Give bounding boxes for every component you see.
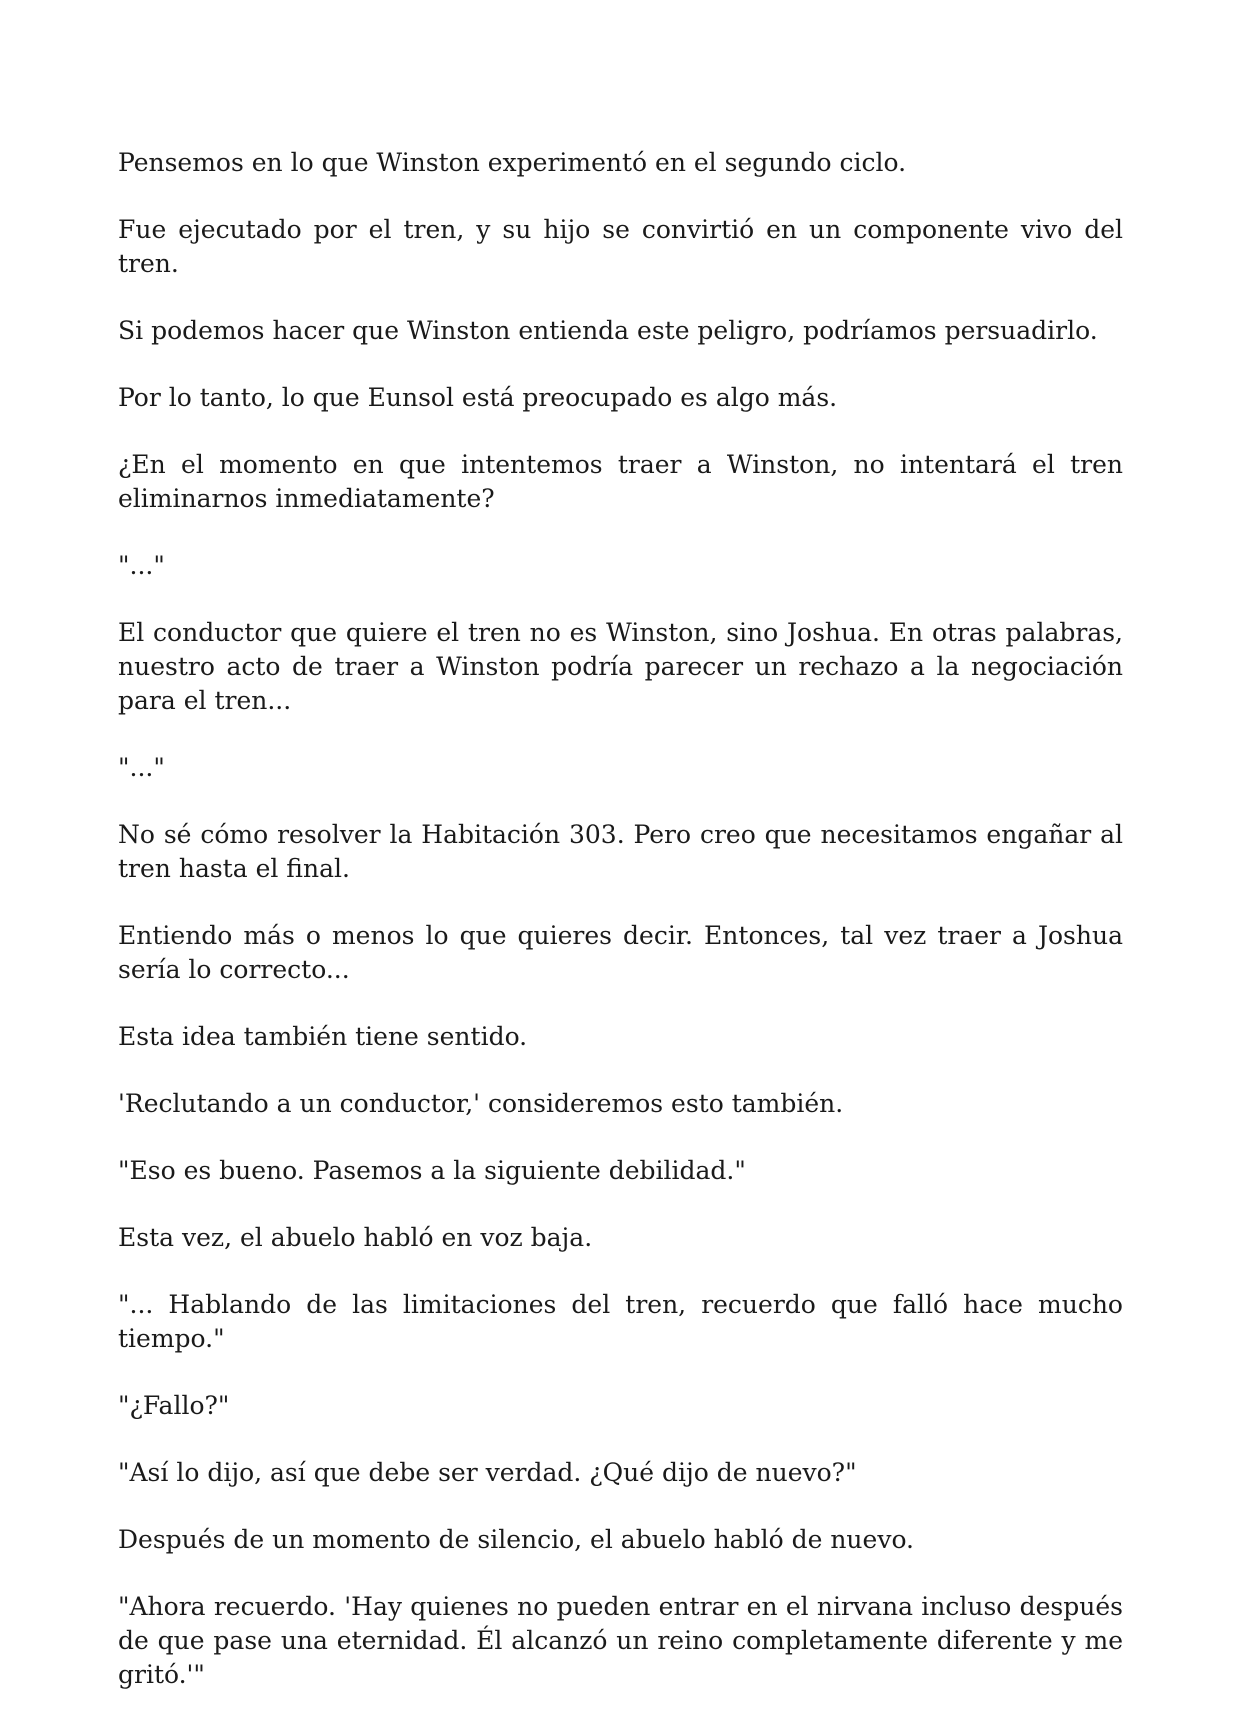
paragraph: "... Hablando de las limitaciones del tren, recuerdo que falló hace mucho tiempo." — [118, 1290, 1123, 1353]
paragraph: Pensemos en lo que Winston experimentó en el segundo ciclo. — [118, 148, 907, 177]
paragraph: Fue ejecutado por el tren, y su hijo se convirtió en un componente vivo del tren. — [118, 215, 1123, 278]
paragraph: Por lo tanto, lo que Eunsol está preocupado es algo más. — [118, 383, 838, 412]
document-body — [118, 146, 1123, 1725]
paragraph: Esta idea también tiene sentido. — [118, 1022, 528, 1051]
paragraph: 'Reclutando a un conductor,' consideremos esto también. — [118, 1089, 844, 1118]
paragraph: No sé cómo resolver la Habitación 303. Pero creo que necesitamos engañar al tren hasta el final. — [118, 820, 1123, 883]
paragraph: "Así lo dijo, así que debe ser verdad. ¿Qué dijo de nuevo?" — [118, 1458, 857, 1487]
paragraph: "..." — [118, 551, 165, 580]
paragraph: Después de un momento de silencio, el abuelo habló de nuevo. — [118, 1525, 915, 1554]
paragraph: ¿En el momento en que intentemos traer a Winston, no intentará el tren eliminarnos inmediatamente? — [118, 450, 1123, 513]
paragraph: Si podemos hacer que Winston entienda este peligro, podríamos persuadirlo. — [118, 316, 1098, 345]
paragraph: El conductor que quiere el tren no es Winston, sino Joshua. En otras palabras, nuestro acto de traer a Winston podría parecer un rechazo a la negociación para el tren... — [118, 618, 1123, 715]
paragraph: Entiendo más o menos lo que quieres decir. Entonces, tal vez traer a Joshua sería lo correcto... — [118, 921, 1123, 984]
paragraph: "Ahora recuerdo. 'Hay quienes no pueden entrar en el nirvana incluso después de que pase una eternidad. Él alcanzó un reino completamente diferente y me gritó.'" — [118, 1592, 1123, 1689]
paragraph: Esta vez, el abuelo habló en voz baja. — [118, 1223, 593, 1252]
paragraph: "¿Fallo?" — [118, 1391, 230, 1420]
paragraph: "..." — [118, 753, 165, 782]
paragraph: "Eso es bueno. Pasemos a la siguiente debilidad." — [118, 1156, 746, 1185]
